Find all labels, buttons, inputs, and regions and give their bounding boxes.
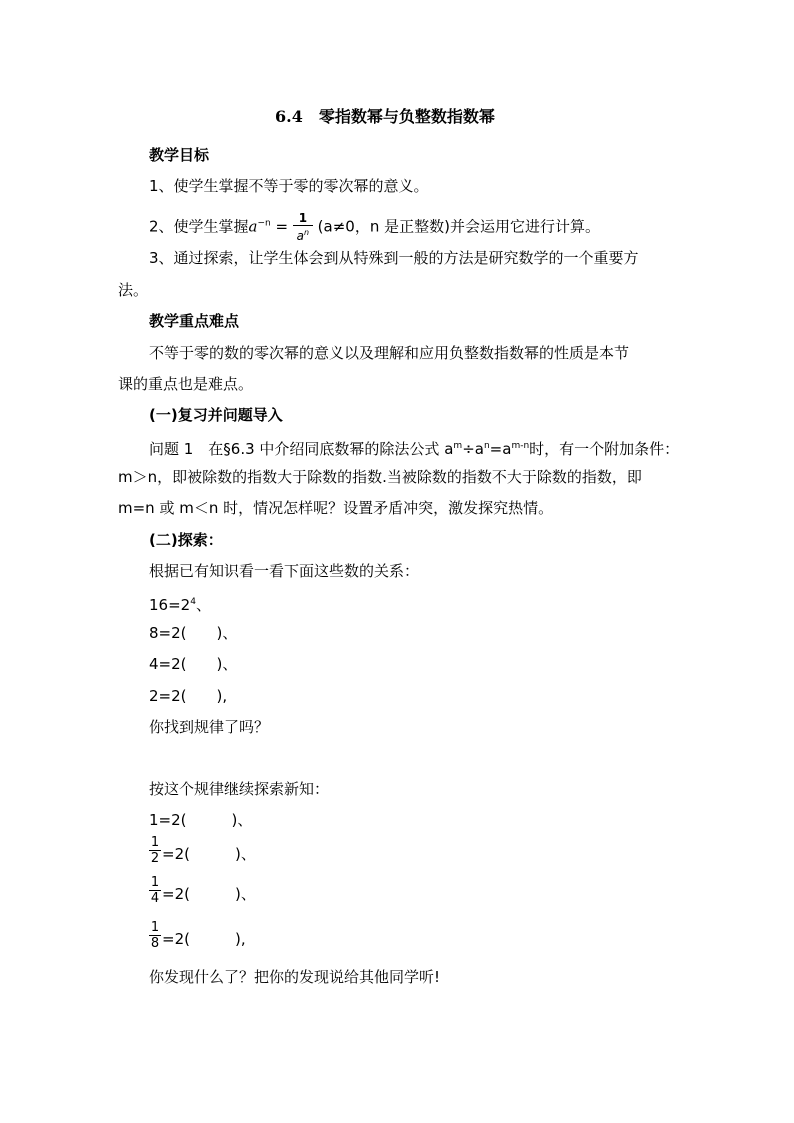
objective-2-suffix: (a≠0，n 是正整数)并会运用它进行计算。 — [317, 217, 600, 236]
section1-line3: m=n 或 m＜n 时，情况怎样呢？设置矛盾冲突，激发探究热情。 — [118, 499, 554, 517]
formula-equals: = — [275, 217, 289, 236]
equation-4: 4=2( )、 — [149, 655, 238, 673]
equation-quarter: =2( )、 — [162, 885, 256, 903]
fraction-eighth: 1 8 — [150, 920, 160, 951]
key-points-line1: 不等于零的数的零次幂的意义以及理解和应用负整数指数幂的性质是本节 — [149, 344, 630, 362]
formula-fraction-bar — [293, 225, 313, 226]
section1-heading: (一)复习并问题导入 — [149, 406, 283, 424]
objective-3-line2: 法。 — [118, 281, 149, 299]
equation-eighth: =2( ), — [162, 930, 246, 948]
section2-intro: 根据已有知识看一看下面这些数的关系： — [149, 562, 420, 580]
equation-half: =2( )、 — [162, 845, 256, 863]
section2-heading: (二)探索： — [149, 531, 223, 549]
equation-16: $16=2^4$、 — [149, 596, 211, 614]
equation-2: 2=2( ), — [149, 687, 228, 705]
fraction-half: 1 2 — [150, 835, 160, 866]
section1-line1: 问题 1 在§6.3 中介绍同底数幂的除法公式 $a^m\div a^n=a^{m-n}$时，有一个附加条件： — [149, 440, 680, 458]
formula-fraction — [293, 212, 313, 242]
question-2: 你发现什么了？把你的发现说给其他同学听! — [149, 968, 441, 986]
section1-line2: m＞n，即被除数的指数大于除数的指数.当被除数的指数不大于除数的指数，即 — [118, 468, 642, 486]
formula-exponent: −n — [257, 218, 271, 229]
key-points-line2: 课的重点也是难点。 — [118, 375, 254, 393]
objective-2-prefix: 2、使学生掌握 — [149, 217, 249, 236]
page-title: 6.4 零指数幂与负整数指数幂 — [275, 107, 495, 126]
formula-numerator: 1 — [298, 211, 308, 225]
formula-base: a — [248, 217, 258, 236]
objective-2 — [149, 212, 600, 242]
formula-denominator: $a^n$ — [296, 228, 310, 243]
objective-1: 1、使学生掌握不等于零的零次幂的意义。 — [149, 177, 429, 195]
equation-8: 8=2( )、 — [149, 624, 238, 642]
fraction-quarter: 1 4 — [150, 875, 160, 906]
objectives-heading: 教学目标 — [149, 146, 210, 164]
continue-text: 按这个规律继续探索新知： — [149, 780, 330, 798]
question-1: 你找到规律了吗？ — [149, 718, 270, 736]
objective-3-line1: 3、通过探索，让学生体会到从特殊到一般的方法是研究数学的一个重要方 — [149, 249, 639, 267]
key-points-heading: 教学重点难点 — [149, 312, 240, 330]
equation-1: 1=2( )、 — [149, 811, 253, 829]
